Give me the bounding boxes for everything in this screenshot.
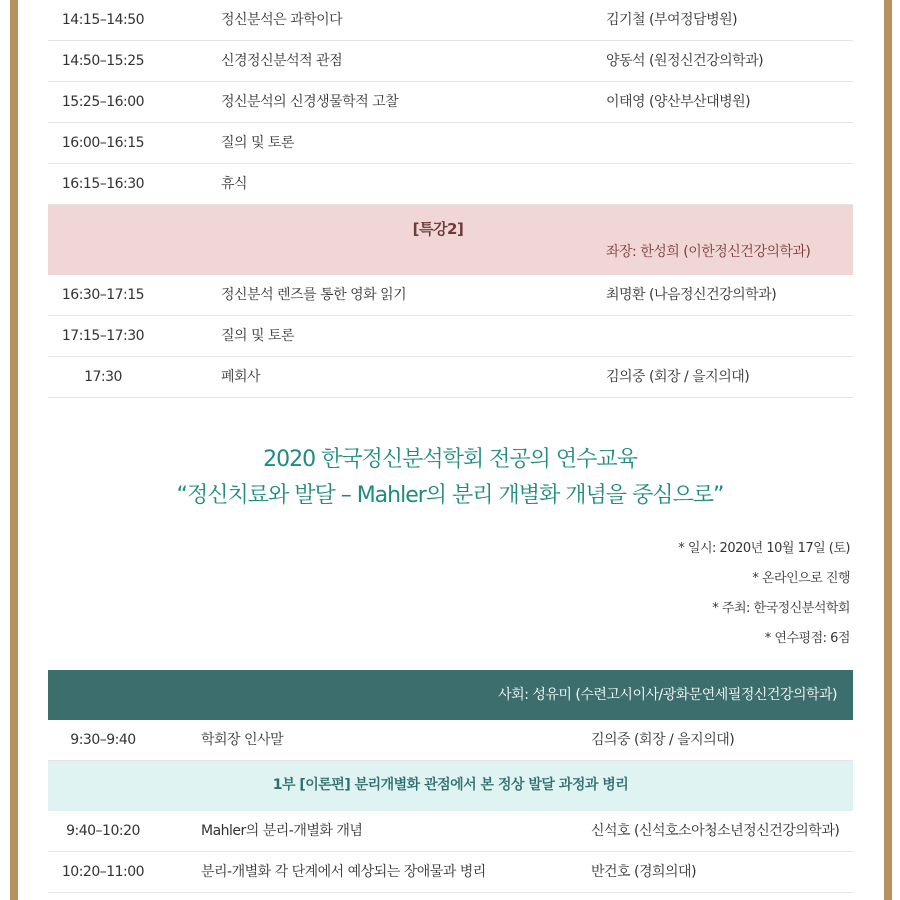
row-topic: 휴식	[221, 176, 248, 192]
row-speaker: 김의중 (회장 / 을지의대)	[606, 369, 750, 385]
info-host: * 주최: 한국정신분석학회	[712, 601, 850, 616]
table-row	[48, 0, 853, 41]
special-lecture-title: [특강2]	[412, 220, 464, 238]
row-time: 15:25–16:00	[61, 94, 145, 110]
row-topic: 질의 및 토론	[221, 135, 295, 151]
table-row	[48, 275, 853, 316]
row-time: 17:15–17:30	[61, 328, 145, 344]
event-headline	[0, 442, 900, 514]
row-topic: 질의 및 토론	[221, 328, 295, 344]
row-time: 14:50–15:25	[61, 53, 145, 69]
headline-line-1: 2020 한국정신분석학회 전공의 연수교육	[263, 447, 637, 472]
row-speaker: 양동석 (원정신건강의학과)	[606, 53, 764, 69]
row-time: 14:15–14:50	[61, 12, 145, 28]
moderator-text: 사회: 성유미 (수련고시이사/광화문연세필정신건강의학과)	[498, 687, 837, 703]
row-topic: 분리-개별화 각 단계에서 예상되는 장애물과 병리	[201, 864, 486, 880]
headline-line-2: “정신치료와 발달 – Mahler의 분리 개별화 개념을 중심으로”	[176, 483, 724, 508]
special-lecture-header	[48, 205, 853, 275]
table-row	[48, 852, 853, 893]
row-time: 10:20–11:00	[61, 864, 145, 880]
row-speaker: 김의중 (회장 / 을지의대)	[591, 732, 735, 748]
moderator-bar	[48, 670, 853, 720]
special-lecture-chair: 좌장: 한성희 (이한정신건강의학과)	[606, 244, 811, 260]
row-speaker: 최명환 (나음정신건강의학과)	[606, 287, 777, 303]
row-speaker: 김기철 (부여정담병원)	[606, 12, 738, 28]
row-topic: 학회장 인사말	[201, 732, 284, 748]
part-header: 1부 [이론편] 분리개별화 관점에서 본 정상 발달 과정과 병리	[48, 761, 853, 811]
row-time: 16:15–16:30	[61, 176, 145, 192]
row-speaker: 반건호 (경희의대)	[591, 864, 697, 880]
row-topic: 정신분석 렌즈를 통한 영화 읽기	[221, 287, 407, 303]
table-row	[48, 720, 853, 761]
row-topic: 폐회사	[221, 369, 261, 385]
table-row	[48, 316, 853, 357]
table-row	[48, 811, 853, 852]
info-credits: * 연수평점: 6점	[764, 631, 850, 646]
table-row	[48, 357, 853, 398]
info-online: * 온라인으로 진행	[752, 571, 850, 586]
row-topic: Mahler의 분리-개별화 개념	[201, 823, 363, 839]
row-time: 9:30–9:40	[70, 732, 136, 748]
schedule-table-2	[48, 670, 853, 893]
table-row	[48, 123, 853, 164]
row-time: 17:30	[84, 369, 122, 385]
row-speaker: 신석호 (신석호소아청소년정신건강의학과)	[591, 823, 840, 839]
table-row	[48, 164, 853, 205]
row-time: 16:00–16:15	[61, 135, 145, 151]
schedule-table-1	[48, 0, 853, 398]
row-speaker: 이태영 (양산부산대병원)	[606, 94, 751, 110]
event-info	[678, 534, 850, 654]
row-topic: 신경정신분석적 관점	[221, 53, 343, 69]
row-time: 16:30–17:15	[61, 287, 145, 303]
row-time: 9:40–10:20	[66, 823, 140, 839]
row-topic: 정신분석은 과학이다	[221, 12, 343, 28]
table-row	[48, 41, 853, 82]
row-topic: 정신분석의 신경생물학적 고찰	[221, 94, 399, 110]
table-row	[48, 82, 853, 123]
info-date: * 일시: 2020년 10월 17일 (토)	[678, 541, 850, 556]
